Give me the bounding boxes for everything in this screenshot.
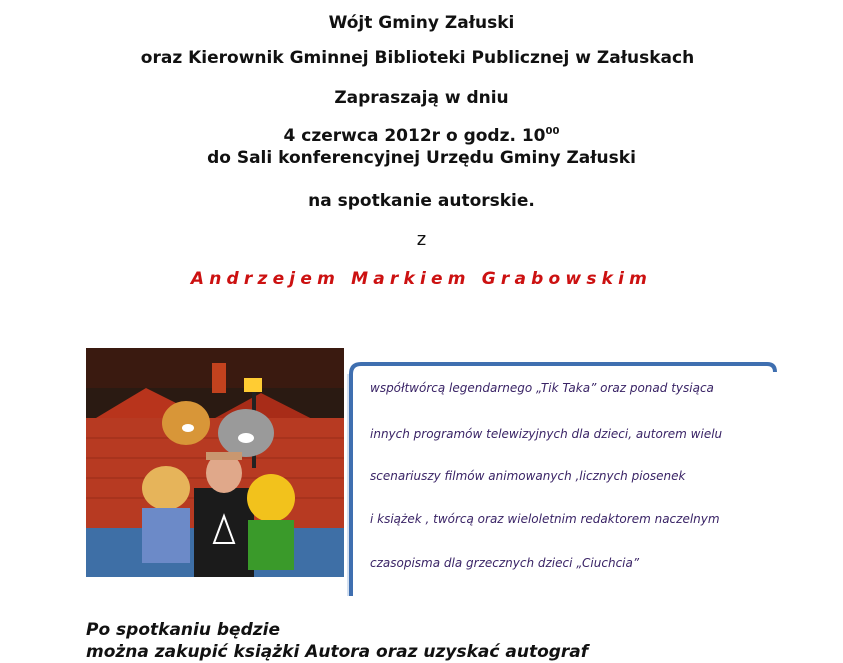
bio-line: scenariuszy filmów animowanych ,licznych piosenek (370, 469, 686, 483)
with-word: z (416, 229, 427, 250)
event-date-text: 4 czerwca 2012r o godz. 10 (283, 126, 546, 146)
bio-line: współtwórcą legendarnego „Tik Taka” oraz ponad tysiąca (370, 381, 714, 395)
bio-line: innych programów telewizyjnych dla dzieci, autorem wielu (370, 427, 723, 441)
bio-line: i książek , twórcą oraz wieloletnim redaktorem naczelnym (370, 512, 720, 526)
invite-phrase: Zapraszają w dniu (334, 88, 509, 108)
bio-panel (347, 360, 787, 600)
footer-line-2: można zakupić książki Autora oraz uzyskać autograf (86, 642, 589, 662)
author-photo (86, 348, 344, 577)
bio-line: czasopisma dla grzecznych dzieci „Ciuchcia” (370, 556, 640, 570)
inviter-line-1: Wójt Gminy Załuski (328, 13, 515, 33)
inviter-line-2: oraz Kierownik Gminnej Biblioteki Publicznej w Załuskach (140, 48, 695, 68)
event-venue: do Sali konferencyjnej Urzędu Gminy Załuski (207, 148, 636, 168)
author-name: Andrzejem Markiem Grabowskim (190, 269, 653, 289)
event-time-minutes: 00 (545, 126, 560, 137)
event-type: na spotkanie autorskie. (308, 191, 535, 211)
footer-line-1: Po spotkaniu będzie (86, 620, 280, 640)
